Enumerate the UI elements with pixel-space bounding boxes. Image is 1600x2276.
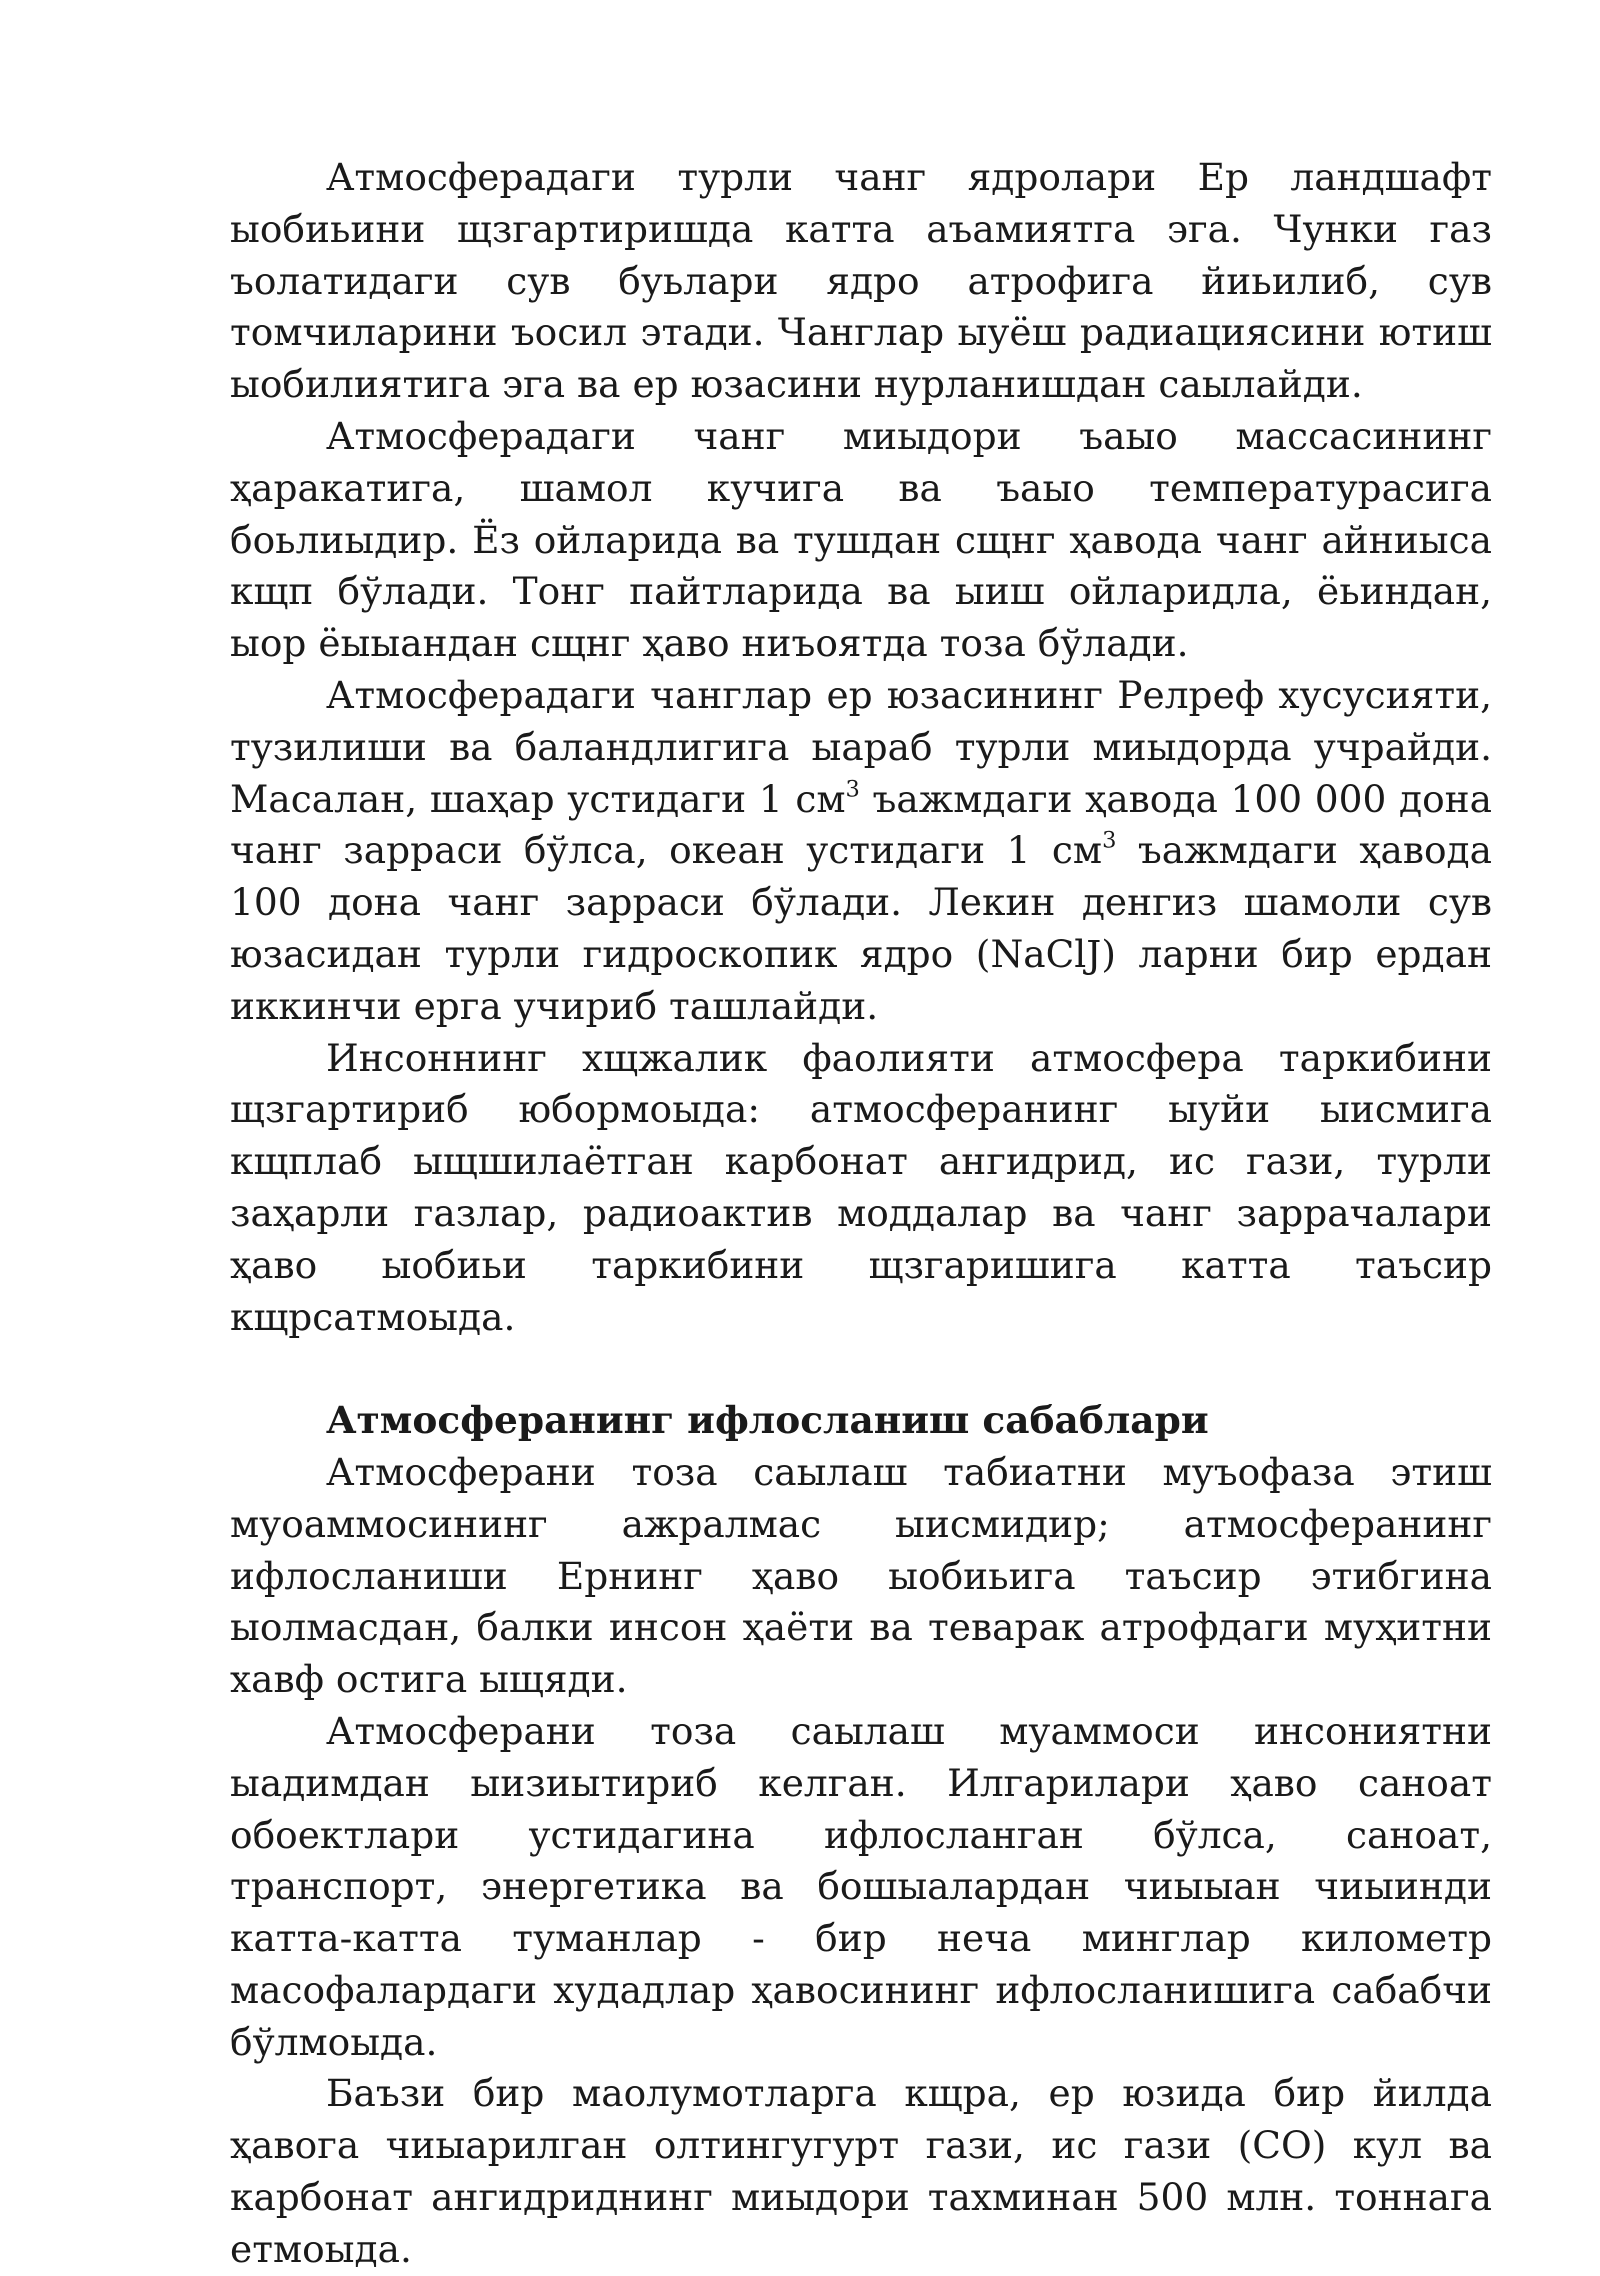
paragraph-protection: Атмосферани тоза саылаш табиатни муъофаза этиш муоаммосининг ажралмас ыисмидир; атмосферанинг ифлосланиши Ернинг ҳаво ыобиьига таъсир этибгина ыолмасдан, балки инсон ҳаёти ва теварак атрофдаги муҳитни хавф остига ыщяди.	[230, 1449, 1492, 1702]
paragraph-human-activity: Инсоннинг хщжалик фаолияти атмосфера таркибини щзгартириб юбормоыда: атмосферанинг ыуйи ыисмига кщплаб ыщшилаётган карбонат ангидрид, ис гази, турли заҳарли газлар, радиоактив моддалар ва чанг заррачалари ҳаво ыобиьи таркибини щзгаришига катта таъсир кщрсатмоыда.	[230, 1035, 1492, 1339]
superscript: 3	[1102, 827, 1117, 854]
paragraph-history: Атмосферани тоза саылаш муаммоси инсониятни ыадимдан ыизиытириб келган. Илгарилари ҳаво саноат обоектлари устидагина ифлосланган бўлса, саноат, транспорт, энергетика ва бошыалардан чиыыан чиыинди катта-катта туманлар - бир неча минглар километр масофалардаги худадлар ҳавосининг ифлосланишига сабабчи бўлмоыда.	[230, 1708, 1492, 2064]
paragraph-text-part: ъажмдаги ҳавода 100 000 дона чанг зарраси бўлса, океан устидаги 1 см	[230, 776, 1492, 873]
paragraph-dust-nuclei: Атмосферадаги турли чанг ядролари Ер ландшафт ыобиьини щзгартиришда катта аъамиятга эга. Чунки газ ъолатидаги сув буьлари ядро атрофига йиьилиб, сув томчиларини ъосил этади. Чанглар ыуёш радиациясини ютиш ыобилиятига эга ва ер юзасини нурланишдан саылайди.	[230, 155, 1492, 407]
paragraph-statistics: Баъзи бир маолумотларга кщра, ер юзида бир йилда ҳавога чиыарилган олтингугурт гази, ис гази (СО) кул ва карбонат ангидриднинг миыдори тахминан 500 млн. тоннага етмоыда.	[230, 2071, 1492, 2271]
section-heading: Атмосферанинг ифлосланиш сабаблари	[326, 1398, 1209, 1443]
paragraph-text-part: ъажмдаги ҳавода 100 дона чанг зарраси бўлади. Лекин денгиз шамоли сув юзасидан турли гидроскопик ядро (NaClJ) ларни бир ердан иккинчи ерга учириб ташлайди.	[230, 828, 1492, 1028]
superscript: 3	[845, 775, 860, 802]
document-page	[230, 152, 1492, 2276]
paragraph-dust-relief	[230, 670, 1492, 1033]
paragraph-text-part: Атмосферадаги чанглар ер юзасининг Релреф хусусияти, тузилиши ва баландлигига ыараб турли миыдорда учрайди. Масалан, шаҳар устидаги 1 см	[230, 672, 1492, 821]
paragraph-dust-amount: Атмосферадаги чанг миыдори ъаыо массасининг ҳаракатига, шамол кучига ва ъаыо температурасига боьлиыдир. Ёз ойларида ва тушдан сщнг ҳавода чанг айниыса кщп бўлади. Тонг пайтларида ва ыиш ойларидла, ёьиндан, ыор ёыыандан сщнг ҳаво ниъоятда тоза бўлади.	[230, 413, 1492, 666]
